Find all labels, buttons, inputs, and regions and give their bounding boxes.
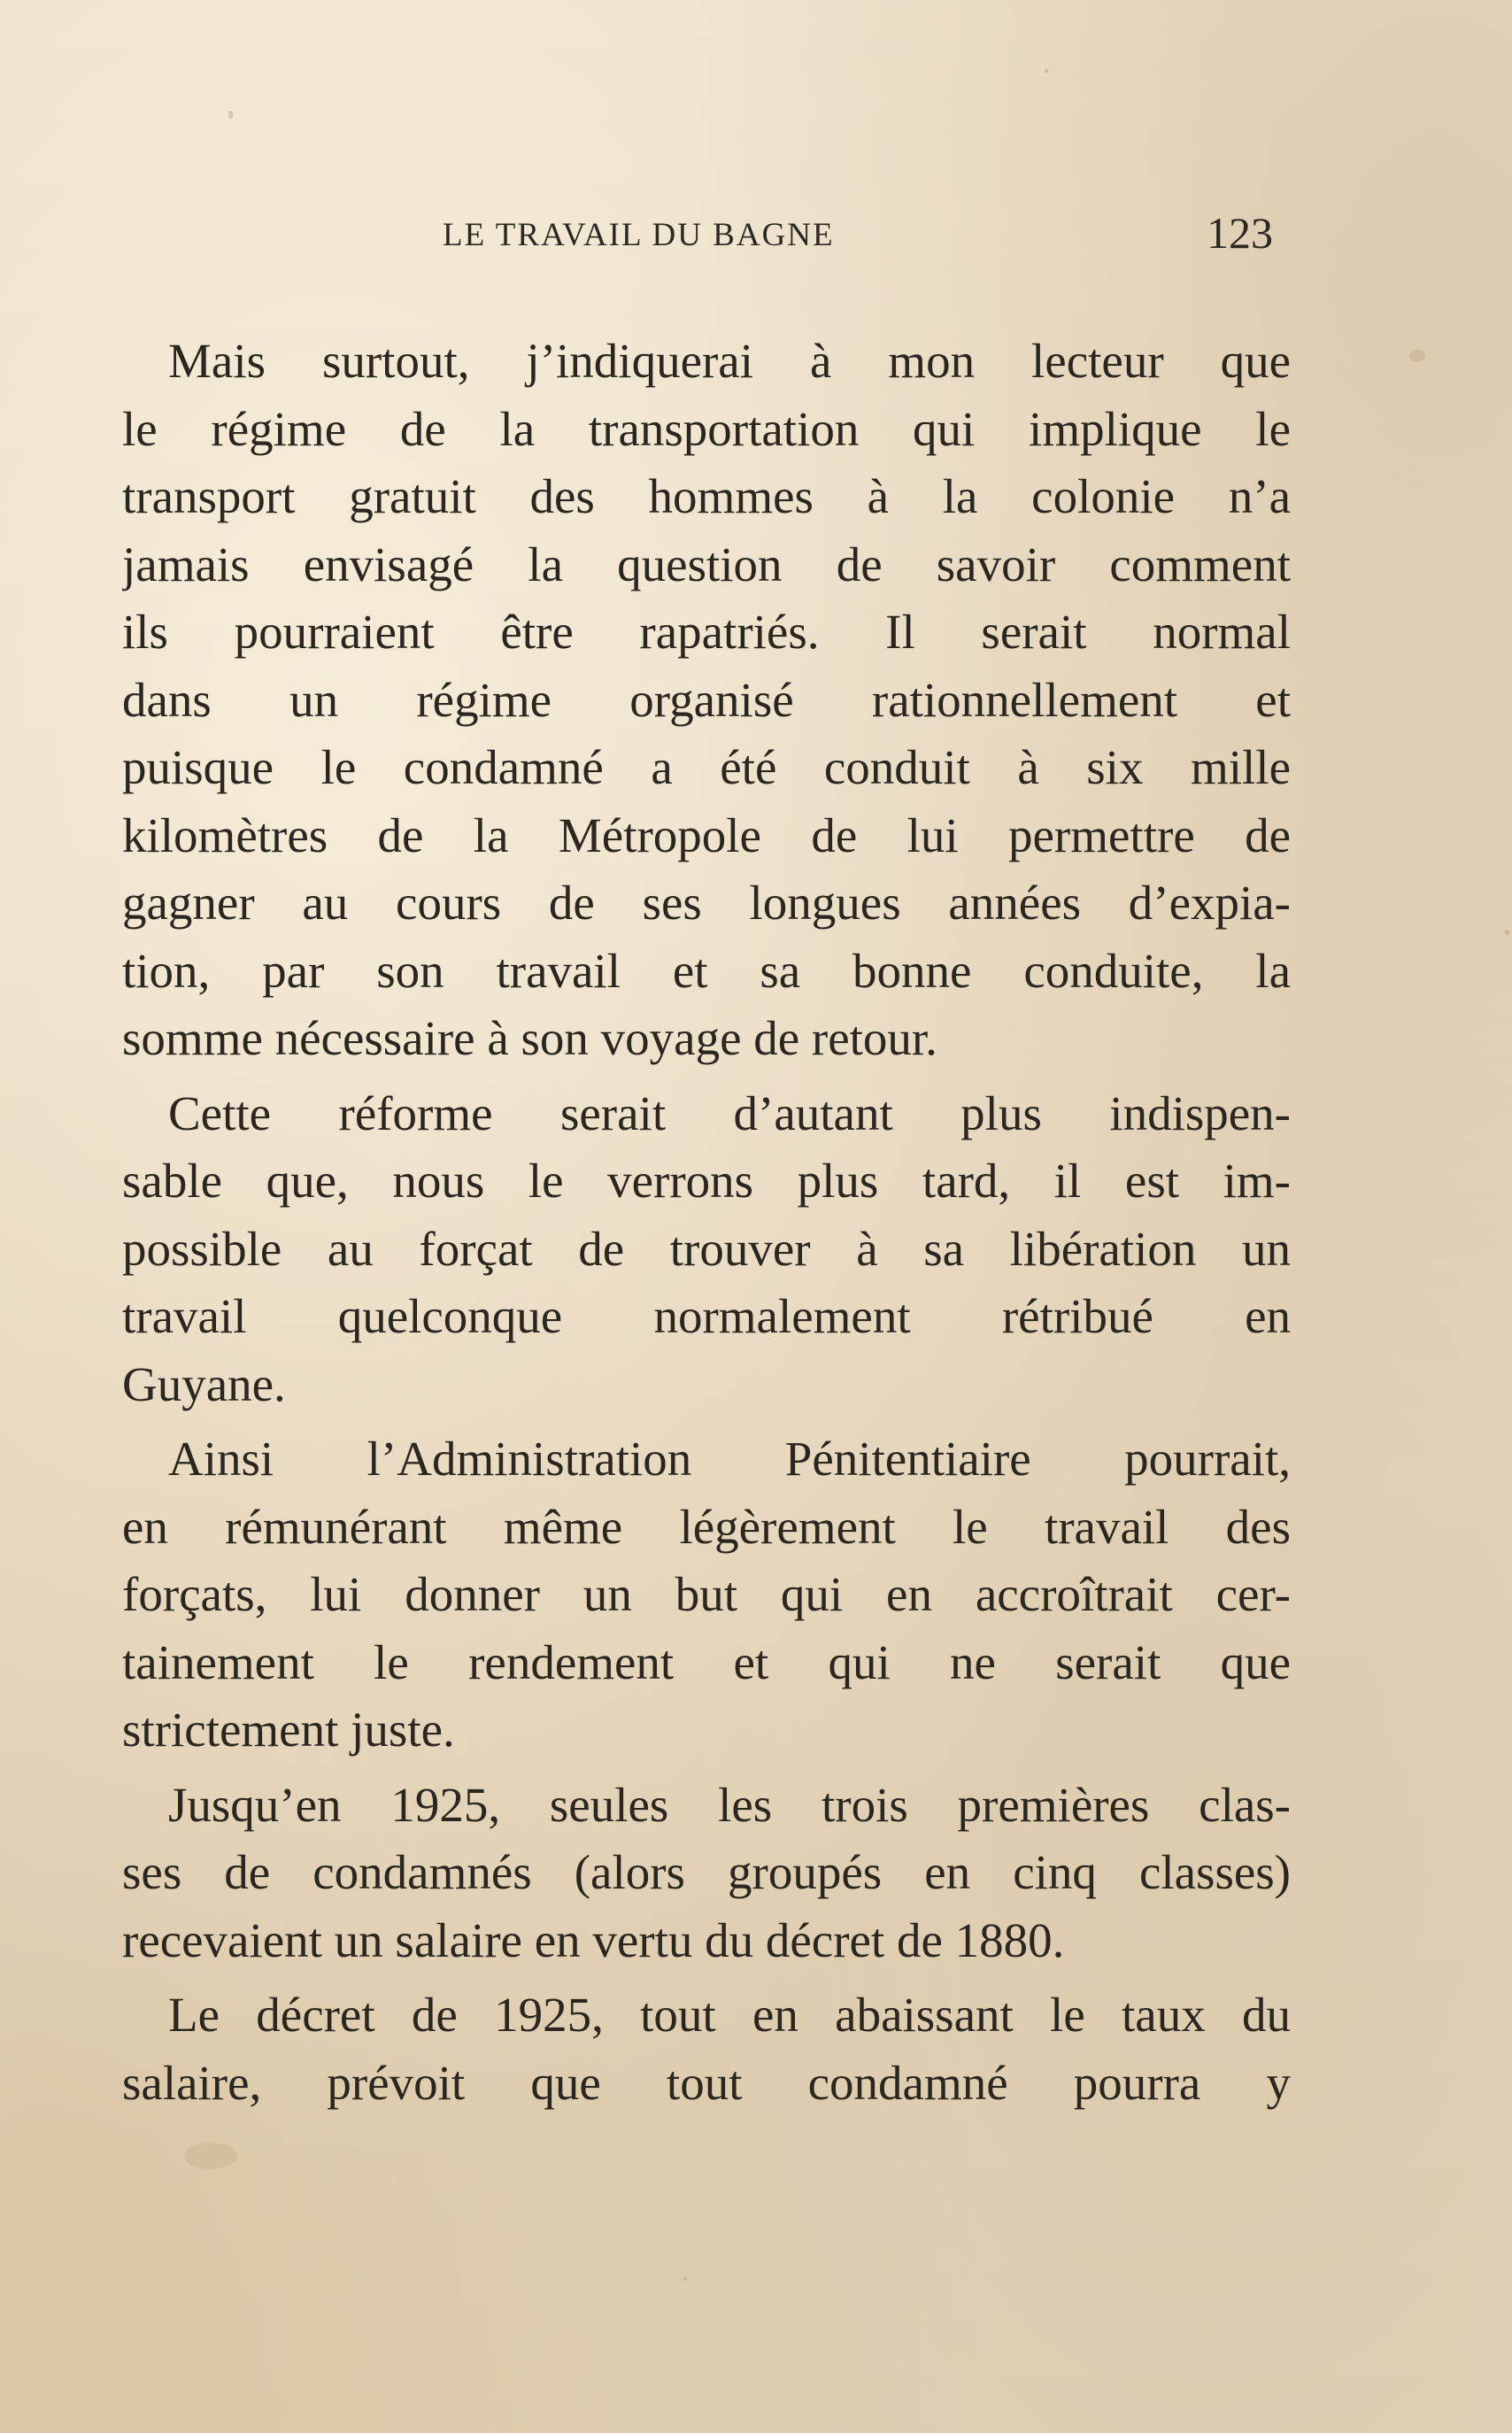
text-line: ils pourraient être rapatriés. Il serait normal <box>122 605 1291 659</box>
text-line: recevaient un salaire en vertu du décret de 1880. <box>122 1912 1065 1967</box>
text-line: travail quelconque normalement rétribué en <box>122 1289 1291 1343</box>
text-line: Guyane. <box>122 1356 286 1411</box>
text-line: Jusqu’en 1925, seules les trois premières clas- <box>168 1777 1291 1832</box>
text-line: le régime de la transportation qui implique le <box>122 401 1291 456</box>
text-line: tainement le rendement et qui ne serait que <box>122 1634 1291 1689</box>
paragraph-2 <box>122 1080 1291 1419</box>
page-number: 123 <box>1207 208 1273 258</box>
text-line: jamais envisagé la question de savoir comment <box>122 537 1291 591</box>
paragraph-4 <box>122 1772 1291 1975</box>
body-text <box>122 328 1291 2124</box>
paper-stain <box>228 111 233 119</box>
text-line: somme nécessaire à son voyage de retour. <box>122 1011 937 1065</box>
paper-stain <box>683 2277 687 2281</box>
paper-stain <box>1505 930 1509 935</box>
text-line: Le décret de 1925, tout en abaissant le taux du <box>168 1988 1291 2042</box>
text-line: forçats, lui donner un but qui en accroîtrait cer- <box>122 1567 1291 1621</box>
text-line: dans un régime organisé rationnellement et <box>122 672 1291 727</box>
paragraph-3 <box>122 1425 1291 1765</box>
text-line: sable que, nous le verrons plus tard, il est im- <box>122 1154 1291 1208</box>
paragraph-1 <box>122 328 1291 1073</box>
text-line: gagner au cours de ses longues années d’expia- <box>122 876 1291 930</box>
text-line: ses de condamnés (alors groupés en cinq classes) <box>122 1845 1291 1899</box>
paper-stain <box>1409 350 1425 362</box>
text-line: en rémunérant même légèrement le travail des <box>122 1499 1291 1554</box>
running-head-title: LE TRAVAIL DU BAGNE <box>443 217 835 253</box>
text-line: transport gratuit des hommes à la colonie n’a <box>122 469 1291 523</box>
text-line: possible au forçat de trouver à sa libération un <box>122 1221 1291 1276</box>
paper-stain <box>184 2143 237 2169</box>
paragraph-5 <box>122 1981 1291 2117</box>
text-line: salaire, prévoit que tout condamné pourra y <box>122 2055 1291 2110</box>
text-line: tion, par son travail et sa bonne conduite, la <box>122 943 1291 998</box>
text-line: kilomètres de la Métropole de lui permettre de <box>122 807 1291 862</box>
text-line: puisque le condamné a été conduit à six mille <box>122 740 1291 794</box>
text-line: strictement juste. <box>122 1703 455 1757</box>
text-line: Mais surtout, j’indiquerai à mon lecteur que <box>168 334 1291 388</box>
running-head <box>122 208 1273 264</box>
text-line: Ainsi l’Administration Pénitentiaire pourrait, <box>168 1432 1291 1486</box>
paper-stain <box>1045 69 1048 73</box>
text-line: Cette réforme serait d’autant plus indispen- <box>168 1085 1291 1140</box>
